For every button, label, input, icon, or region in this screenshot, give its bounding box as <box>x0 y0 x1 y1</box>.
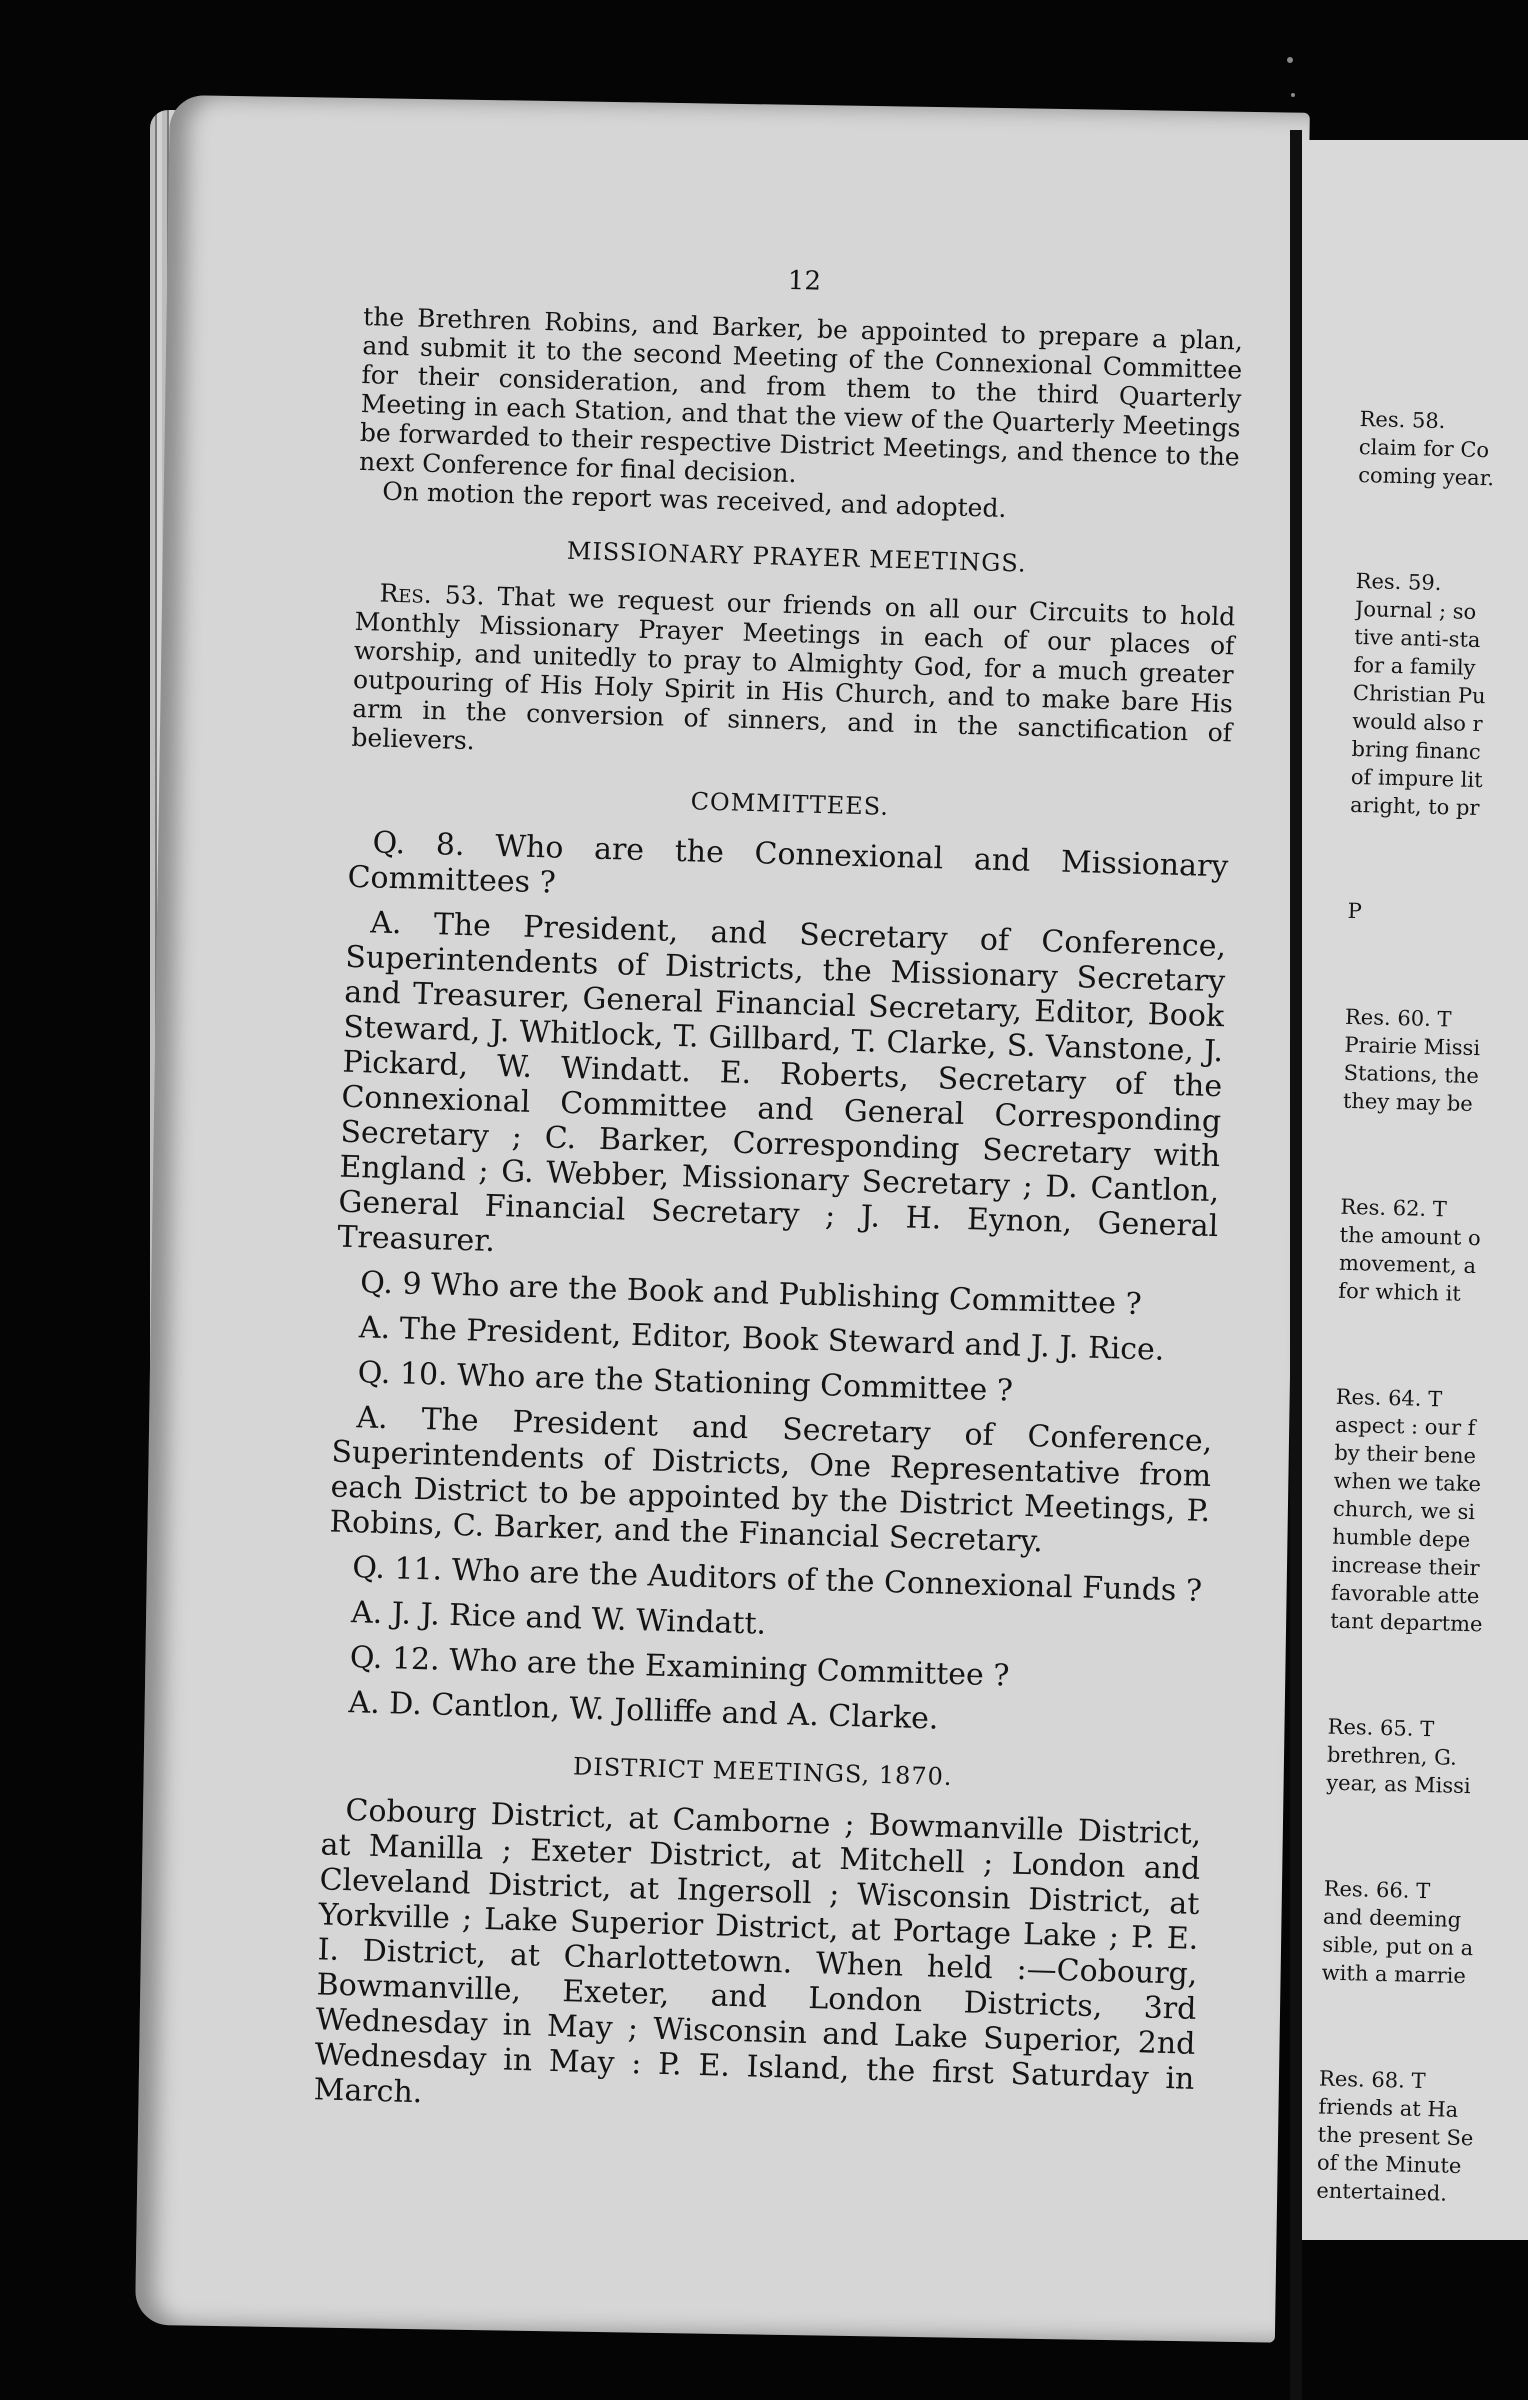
answer-8: A. The President, and Secretary of Conference, Superintendents of Districts, the Missionary Secretary and Treasurer, General Financial Secretary, Editor, Book Steward, J. Whitlock, T. Gillbard, T. Clarke, S. Vanstone, J. Pickard, W. Windatt. E. Roberts, Secretary of the Connexional Committee and General Corresponding Secretary ; C. Barker, Corresponding Secretary with England ; G. Webber, Missionary Secretary ; D. Cantlon, General Financial Secretary ; J. H. Eynon, General Treasurer. <box>337 905 1227 1260</box>
resolution-53 <box>351 578 1236 777</box>
right-fragment-line: for which it <box>1338 1278 1462 1306</box>
right-fragment-block <box>1347 897 1518 929</box>
right-fragment-line: movement, a <box>1338 1250 1477 1279</box>
right-fragment-line: church, we si <box>1332 1496 1476 1525</box>
answer-9: A. The President, Editor, Book Steward and J. J. Rice. <box>358 1310 1165 1368</box>
committees-heading: COMMITTEES. <box>690 787 890 821</box>
right-fragment-line: favorable atte <box>1330 1580 1480 1609</box>
right-fragment-line: would also r <box>1351 708 1483 737</box>
res-label: Res. <box>379 578 433 609</box>
answer-11: A. J. J. Rice and W. Windatt. <box>350 1595 767 1642</box>
question-10: Q. 10. Who are the Stationing Committee ? <box>357 1355 1014 1409</box>
right-fragment-line: of the Minute <box>1316 2150 1462 2178</box>
district-meetings-heading: DISTRICT MEETINGS, 1870. <box>572 1752 953 1791</box>
right-fragment-block <box>1316 2065 1489 2209</box>
right-fragment-line: aspect : our f <box>1334 1412 1476 1441</box>
right-fragment-block <box>1358 405 1528 493</box>
right-fragment-line: Res. 64. T <box>1335 1384 1443 1412</box>
answer-10: A. The President and Secretary of Conference, Superintendents of Districts, One Representative from each District to be appointed by the District Meetings, P. Robins, C. Barker, and the Financial Secretary. <box>329 1400 1213 1560</box>
right-fragment-line: brethren, G. <box>1326 1742 1458 1770</box>
right-fragment-line: Stations, the <box>1343 1060 1480 1089</box>
right-fragment-block <box>1321 1875 1494 1991</box>
right-fragment-line: Res. 59. <box>1355 568 1442 596</box>
right-fragment-line: year, as Missi <box>1326 1770 1471 1799</box>
answer-12: A. D. Cantlon, W. Jolliffe and A. Clarke. <box>348 1685 939 1737</box>
right-fragment-line: Res. 66. T <box>1323 1876 1431 1904</box>
right-fragment-line: of impure lit <box>1350 764 1483 793</box>
right-fragment-block <box>1338 1193 1511 1309</box>
right-fragment-line: tive anti-sta <box>1354 624 1481 653</box>
district-meetings-text: Cobourg District, at Camborne ; Bowmanville District, at Manilla ; Exeter District, at Mitchell ; London and Cleveland District, at Ingersoll ; Wisconsin District, at Yorkville ; Lake Superior District, at Portage Lake ; P. E. I. District, at Charlottetown. When held :—Cobourg, Bowmanville, Exeter, and London Districts, 3rd Wednesday in May ; Wisconsin and Lake Superior, 2nd Wednesday in May : P. E. Island, the first Saturday in March. <box>313 1793 1202 2111</box>
book-spine <box>1290 130 1302 2400</box>
missionary-heading: MISSIONARY PRAYER MEETINGS. <box>566 536 1028 578</box>
right-fragment-line: friends at Ha <box>1318 2094 1459 2122</box>
right-fragment-line: for a family <box>1353 652 1476 680</box>
right-fragment-line: Res. 65. T <box>1327 1714 1435 1742</box>
right-fragment-line: they may be <box>1342 1088 1474 1116</box>
right-fragment-line: Prairie Missi <box>1344 1032 1481 1061</box>
right-fragment-block <box>1326 1713 1498 1801</box>
right-fragment-block <box>1330 1383 1506 1639</box>
left-page-text <box>313 255 1244 2132</box>
right-fragment-line: with a marrie <box>1321 1960 1467 1989</box>
right-fragment-line: when we take <box>1333 1468 1482 1497</box>
right-fragment-line: increase their <box>1331 1552 1480 1581</box>
intro-paragraph: the Brethren Robins, and Barker, be appointed to prepare a plan, and submit it to the second Meeting of the Connexional Committee for their consideration, and from them to the third Quarterly Meeting in each Station, and that the view of the Quarterly Meetings be forwarded to their respective District Meetings, and thence to the next Conference for final decision. <box>358 301 1244 489</box>
right-fragment-line: aright, to pr <box>1349 792 1480 821</box>
question-12: Q. 12. Who are the Examining Committee ? <box>349 1640 1010 1694</box>
right-fragment-line: sible, put on a <box>1322 1932 1474 1961</box>
right-fragment-line: and deeming <box>1322 1904 1462 1932</box>
page-number: 12 <box>787 265 822 297</box>
right-fragment-line: Journal ; so <box>1354 596 1477 624</box>
right-fragment-line: coming year. <box>1357 462 1495 491</box>
right-fragment-line: humble depe <box>1332 1524 1471 1553</box>
right-fragment-line: by their bene <box>1334 1440 1477 1469</box>
question-9: Q. 9 Who are the Book and Publishing Committee ? <box>359 1265 1143 1323</box>
right-fragment-line: entertained. <box>1316 2178 1448 2206</box>
right-fragment-line: Res. 62. T <box>1340 1194 1448 1222</box>
right-fragment-line: the present Se <box>1317 2122 1474 2151</box>
right-fragment-line: tant departme <box>1329 1608 1483 1637</box>
right-fragment-block <box>1343 1003 1516 1119</box>
resolution-53-text: 53. That we request our friends on all our Circuits to hold Monthly Missionary Prayer Meetings in each of our places of worship, and unitedly to pray to Almighty God, for a much greater outpouring of His Holy Spirit in His Church, and to make bare His arm in the conversion of sinners, and in the sanctification of believers. <box>351 580 1236 756</box>
right-fragment-line: bring financ <box>1351 736 1482 765</box>
question-11: Q. 11. Who are the Auditors of the Connexional Funds ? <box>351 1550 1203 1609</box>
right-fragment-line: Res. 68. T <box>1318 2066 1426 2094</box>
right-fragment-line: Res. 58. <box>1359 406 1446 434</box>
right-fragment-line: claim for Co <box>1358 434 1490 463</box>
right-fragment-block <box>1350 567 1526 823</box>
right-fragment-line: Res. 60. T <box>1344 1004 1452 1032</box>
right-fragment-line: P <box>1347 898 1363 924</box>
question-8: Q. 8. Who are the Connexional and Missionary Committees ? <box>347 825 1229 901</box>
right-fragment-line: Christian Pu <box>1352 680 1486 709</box>
intro-motion: On motion the report was received, and adopted. <box>382 476 1007 524</box>
right-fragment-line: the amount o <box>1339 1222 1481 1251</box>
